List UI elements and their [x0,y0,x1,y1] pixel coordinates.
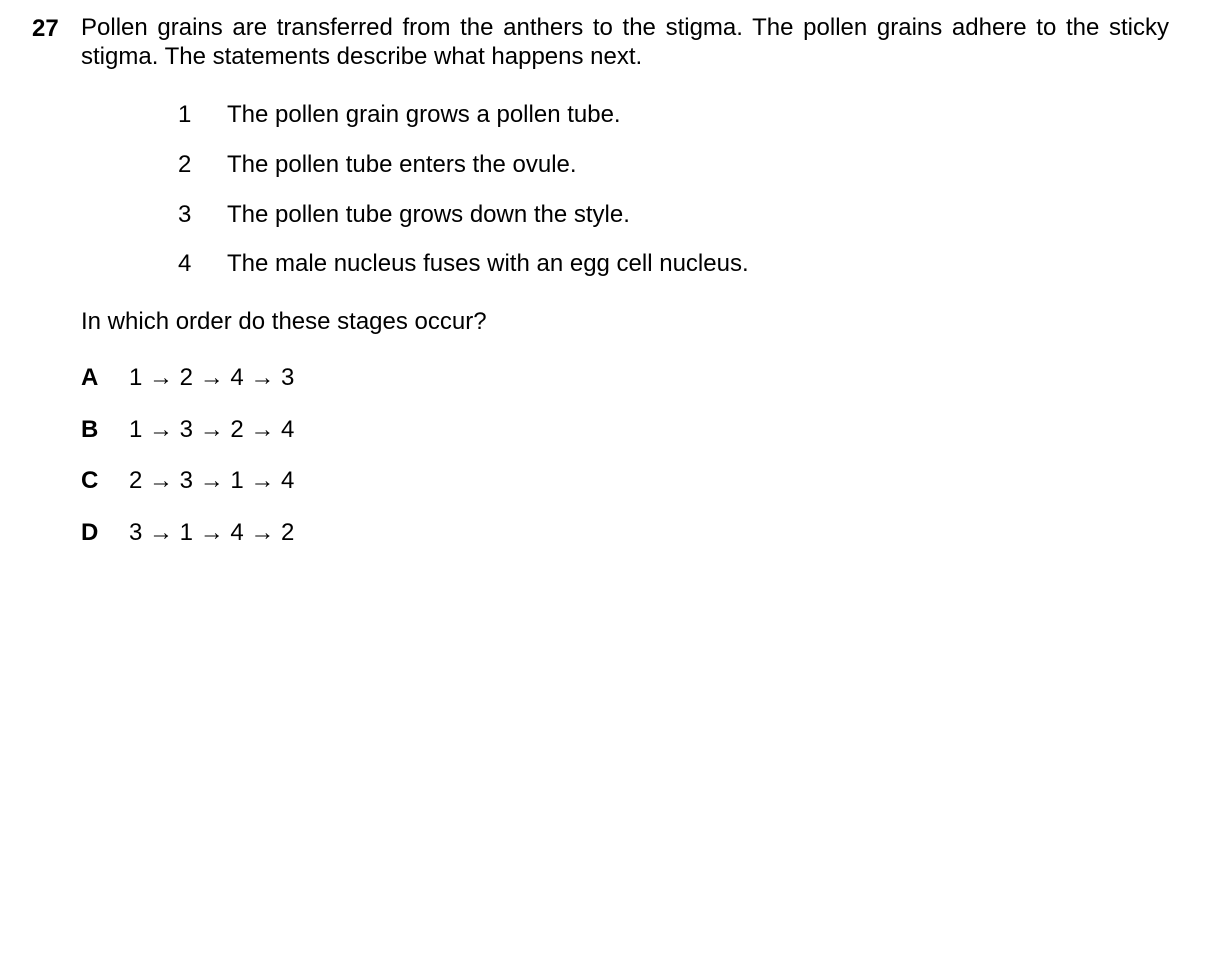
option-letter: B [81,416,99,443]
option-letter: A [81,364,99,391]
option-text: 2 → 3 → 1 → 4 [129,467,295,494]
statement-number: 4 [178,250,192,277]
statement-item [0,200,900,230]
statement-number: 3 [178,201,192,228]
statement-item [0,100,900,130]
option-text: 1 → 3 → 2 → 4 [129,416,295,443]
statement-text: The pollen tube grows down the style. [227,201,630,228]
statement-item [0,249,900,279]
statement-text: The male nucleus fuses with an egg cell nucleus. [227,250,749,277]
option-text: 3 → 1 → 4 → 2 [129,519,295,546]
answer-option-c[interactable] [0,466,600,496]
statement-text: The pollen tube enters the ovule. [227,151,577,178]
option-text: 1 → 2 → 4 → 3 [129,364,295,391]
statement-item [0,150,900,180]
statement-number: 1 [178,101,192,128]
statement-text: The pollen grain grows a pollen tube. [227,101,621,128]
question-number: 27 [32,15,59,42]
answer-option-d[interactable] [0,518,600,548]
statement-number: 2 [178,151,192,178]
question-stem: Pollen grains are transferred from the anthers to the stigma. The pollen grains adhere to the sticky stigma. The statements describe what happens next. [81,14,1169,70]
question-prompt: In which order do these stages occur? [81,308,487,335]
option-letter: D [81,519,99,546]
option-letter: C [81,467,99,494]
answer-option-b[interactable] [0,415,600,445]
answer-option-a[interactable] [0,363,600,393]
